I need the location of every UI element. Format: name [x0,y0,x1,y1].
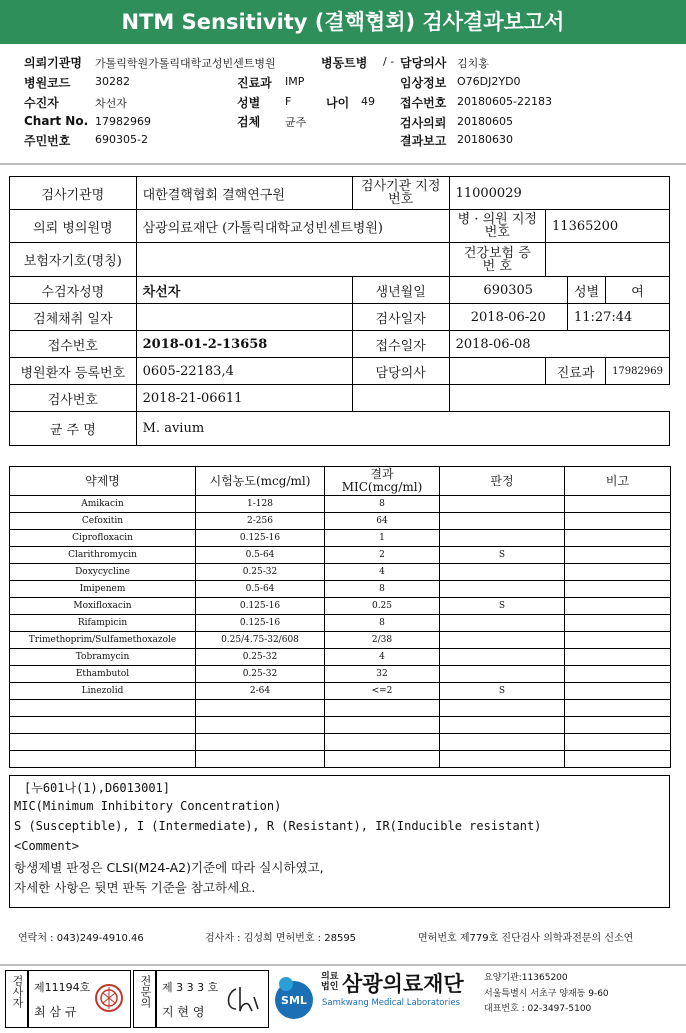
header-value: O76DJ2YD0 [457,75,521,88]
drug-interp-cell [440,564,565,581]
report-title: NTM Sensitivity (결핵협회) 검사결과보고서 [0,0,686,44]
empty-cell [449,385,669,412]
info-label: 균 주 명 [10,412,137,446]
drug-drug-cell: Ciprofloxacin [10,530,196,547]
info-label: 진료과 [546,358,606,385]
drug-note-cell [565,530,671,547]
info-label: 검체채취 일자 [10,304,137,331]
empty-row [10,751,671,768]
drug-mic-cell: 4 [325,649,440,666]
header-label: 진료과 [237,76,272,90]
info-value: 대한결핵협회 결핵연구원 [136,177,352,210]
table-row [10,615,671,632]
info-label: 보험자기호(명칭) [10,243,137,277]
header-label: 나이 [326,96,350,110]
drug-note-cell [565,547,671,564]
sig2-name: 지 현 영 [162,1005,205,1019]
report-header [0,46,686,164]
info-label: 생년월일 [352,277,449,304]
drug-susceptibility-table [9,466,671,768]
drug-range-cell: 0.25-32 [196,666,325,683]
table-row [10,632,671,649]
header-value: F [285,95,292,108]
sig1-box [27,970,131,1028]
sig-label-box [133,970,157,1028]
footer-tester: 검사자 : 김성희 면허번호 : 28595 [205,933,357,944]
column-header-line: 결과 [370,467,394,481]
info-label: 건강보험 증 번 호 [449,243,545,277]
sig2-number: 제 3 3 3 호 [162,981,219,994]
header-label: 접수번호 [400,96,447,110]
header-label: 임상정보 [400,76,447,90]
company-english: Samkwang Medical Laboratories [322,998,461,1008]
drug-range-cell: 0.25-32 [196,564,325,581]
header-label: Chart No. [24,114,89,128]
organism-value: M. avium [136,412,669,446]
info-value: 690305 [449,277,567,304]
header-label: 검사의뢰 [400,116,447,130]
drug-note-cell [565,666,671,683]
info-label: 병원환자 등록번호 [10,358,137,385]
table-row [10,530,671,547]
drug-note-cell [565,649,671,666]
table-row [10,547,671,564]
header-label: 검체 [237,115,261,129]
info-label: 의뢰 병의원명 [10,210,137,243]
info-value: 2018-01-2-13658 [136,331,352,358]
drug-range-cell: 0.5-64 [196,547,325,564]
company-phone: 대표번호 : 02-3497-5100 [484,1004,592,1014]
info-value: 2018-06-20 [449,304,567,331]
drug-note-cell [565,615,671,632]
info-label: 접수번호 [10,331,137,358]
header-value: 20180630 [457,133,513,146]
company-address: 서울특별시 서초구 양재동 9-60 [484,989,609,999]
drug-note-cell [565,632,671,649]
drug-mic-cell: 8 [325,581,440,598]
sig-label-box [5,970,29,1028]
header-value: IMP [285,75,305,88]
info-label: 담당의사 [352,358,449,385]
header-label: 병원코드 [24,76,71,90]
info-value [136,243,449,277]
comment-line: S (Susceptible), I (Intermediate), R (Resistant), IR(Inducible resistant) [14,819,542,833]
drug-range-cell: 0.5-64 [196,581,325,598]
divider [0,163,686,165]
empty-cell [10,717,196,734]
header-label: 주민번호 [24,134,71,148]
drug-interp-cell: S [440,683,565,700]
drug-mic-cell: 1 [325,530,440,547]
company-prefix: 의료 법인 [321,972,339,992]
empty-cell [10,700,196,717]
drug-mic-cell: 64 [325,513,440,530]
header-value: 49 [361,95,375,108]
info-value: 17982969 [606,358,670,385]
drug-range-cell: 2-64 [196,683,325,700]
drug-mic-cell: 2 [325,547,440,564]
drug-note-cell [565,564,671,581]
header-label: 의뢰기관명 [24,56,82,70]
company-name: 삼광의료재단 [342,972,464,996]
drug-range-cell: 0.125-16 [196,530,325,547]
drug-note-cell [565,496,671,513]
empty-cell [440,751,565,768]
drug-mic-cell: 8 [325,615,440,632]
header-value: 20180605-22183 [457,95,552,108]
drug-drug-cell: Clarithromycin [10,547,196,564]
logo-text: SML [281,994,307,1007]
header-label: 담당의사 [400,56,447,70]
sig1-name: 최 삼 규 [34,1005,77,1019]
drug-note-cell [565,513,671,530]
table-row [10,598,671,615]
info-label: 검사일자 [352,304,449,331]
header-value: / - [383,55,395,68]
info-value: 11:27:44 [567,304,669,331]
drug-drug-cell: Ethambutol [10,666,196,683]
drug-range-cell: 0.125-16 [196,598,325,615]
drug-note-cell [565,598,671,615]
header-label: 성별 [237,96,261,110]
column-header-line: MIC(mcg/ml) [341,480,423,494]
header-value: 차선자 [95,97,127,110]
drug-interp-cell [440,615,565,632]
column-header: 비고 [565,467,671,496]
drug-range-cell: 0.25-32 [196,649,325,666]
comment-line: [누601나(1),D6013001] [24,781,171,795]
table-row [10,666,671,683]
info-value: 11000029 [449,177,669,210]
table-row [10,683,671,700]
drug-mic-cell: 32 [325,666,440,683]
drug-interp-cell [440,513,565,530]
header-value: 690305-2 [95,133,148,146]
empty-cell [196,717,325,734]
comment-line: 자세한 사항은 뒷면 판독 기준을 참고하세요. [14,880,256,895]
info-value [546,243,670,277]
drug-mic-cell: 2/38 [325,632,440,649]
info-value: 2018-21-06611 [136,385,352,412]
header-value: 가톨릭학원가톨릭대학교성빈센트병원 [95,57,276,70]
info-value [449,358,545,385]
comment-line: 항생제별 판정은 CLSI(M24-A2)기준에 따라 실시하였고, [14,860,324,875]
empty-cell [325,751,440,768]
header-value: 30282 [95,75,130,88]
header-value: 균주 [285,116,307,129]
column-header: 판정 [440,467,565,496]
footer-license: 면허번호 제779호 진단검사 의학과전문의 신소연 [418,933,634,944]
info-label: 성별 [567,277,605,304]
seal-icon [94,981,124,1015]
empty-cell [565,700,671,717]
comment-line: MIC(Minimum Inhibitory Concentration) [14,799,282,813]
empty-cell [10,734,196,751]
info-label: 검사번호 [10,385,137,412]
drug-interp-cell [440,632,565,649]
column-header [325,467,440,496]
signature-strip [0,964,686,1033]
drug-drug-cell: Rifampicin [10,615,196,632]
info-value: 11365200 [546,210,670,243]
table-row [10,564,671,581]
info-value: 삼광의료재단 (가톨릭대학교성빈센트병원) [136,210,449,243]
company-logo-icon [272,970,318,1026]
column-header: 시험농도(mcg/ml) [196,467,325,496]
info-label: 검사기관 지정번호 [352,177,449,210]
drug-drug-cell: Trimethoprim/Sulfamethoxazole [10,632,196,649]
drug-drug-cell: Amikacin [10,496,196,513]
drug-drug-cell: Imipenem [10,581,196,598]
table-row [10,513,671,530]
patient-info-table [9,176,670,446]
table-row [10,649,671,666]
empty-cell [440,734,565,751]
table-row [10,496,671,513]
empty-cell [196,751,325,768]
header-value: 17982969 [95,115,151,128]
footer-contact: 연락처 : 043)249-4910.46 [18,933,144,944]
signature-icon [222,983,262,1015]
sig2-box [155,970,269,1028]
company-code: 요양기관:11365200 [484,973,568,983]
drug-drug-cell: Moxifloxacin [10,598,196,615]
header-value: 김치홍 [457,57,489,70]
drug-interp-cell [440,496,565,513]
info-value: 0605-22183,4 [136,358,352,385]
info-value: 차선자 [136,277,352,304]
drug-mic-cell: <=2 [325,683,440,700]
info-label: 수검자성명 [10,277,137,304]
info-label: 검사기관명 [10,177,137,210]
empty-cell [440,717,565,734]
header-label: 병동트병 [321,56,368,70]
drug-interp-cell: S [440,598,565,615]
drug-range-cell: 2-256 [196,513,325,530]
column-header: 약제명 [10,467,196,496]
info-label: 접수일자 [352,331,449,358]
sig2-label: 전문의 [139,975,152,1008]
comment-line: <Comment> [14,839,80,853]
drug-drug-cell: Tobramycin [10,649,196,666]
empty-row [10,700,671,717]
drug-mic-cell: 8 [325,496,440,513]
drug-mic-cell: 0.25 [325,598,440,615]
info-value: 2018-06-08 [449,331,669,358]
drug-interp-cell: S [440,547,565,564]
empty-cell [440,700,565,717]
drug-interp-cell [440,649,565,666]
drug-range-cell: 0.25/4.75-32/608 [196,632,325,649]
drug-mic-cell: 4 [325,564,440,581]
comment-box [9,775,670,908]
header-label: 결과보고 [400,134,447,148]
empty-cell [196,700,325,717]
info-value [136,304,352,331]
empty-row [10,717,671,734]
empty-cell [325,700,440,717]
empty-cell [565,717,671,734]
empty-cell [565,734,671,751]
drug-drug-cell: Doxycycline [10,564,196,581]
header-label: 수진자 [24,96,59,110]
drug-interp-cell [440,530,565,547]
drug-note-cell [565,683,671,700]
header-value: 20180605 [457,115,513,128]
drug-interp-cell [440,581,565,598]
drug-interp-cell [440,666,565,683]
drug-range-cell: 1-128 [196,496,325,513]
sig1-number: 제11194호 [34,981,91,994]
empty-cell [10,751,196,768]
table-row [10,581,671,598]
drug-drug-cell: Linezolid [10,683,196,700]
empty-row [10,734,671,751]
empty-cell [325,734,440,751]
empty-cell [565,751,671,768]
drug-range-cell: 0.125-16 [196,615,325,632]
drug-drug-cell: Cefoxitin [10,513,196,530]
drug-note-cell [565,581,671,598]
empty-cell [352,385,449,412]
empty-cell [196,734,325,751]
sig1-label: 검사자 [11,975,24,1008]
empty-cell [325,717,440,734]
info-label: 병 · 의원 지정번호 [449,210,545,243]
info-value: 여 [606,277,670,304]
